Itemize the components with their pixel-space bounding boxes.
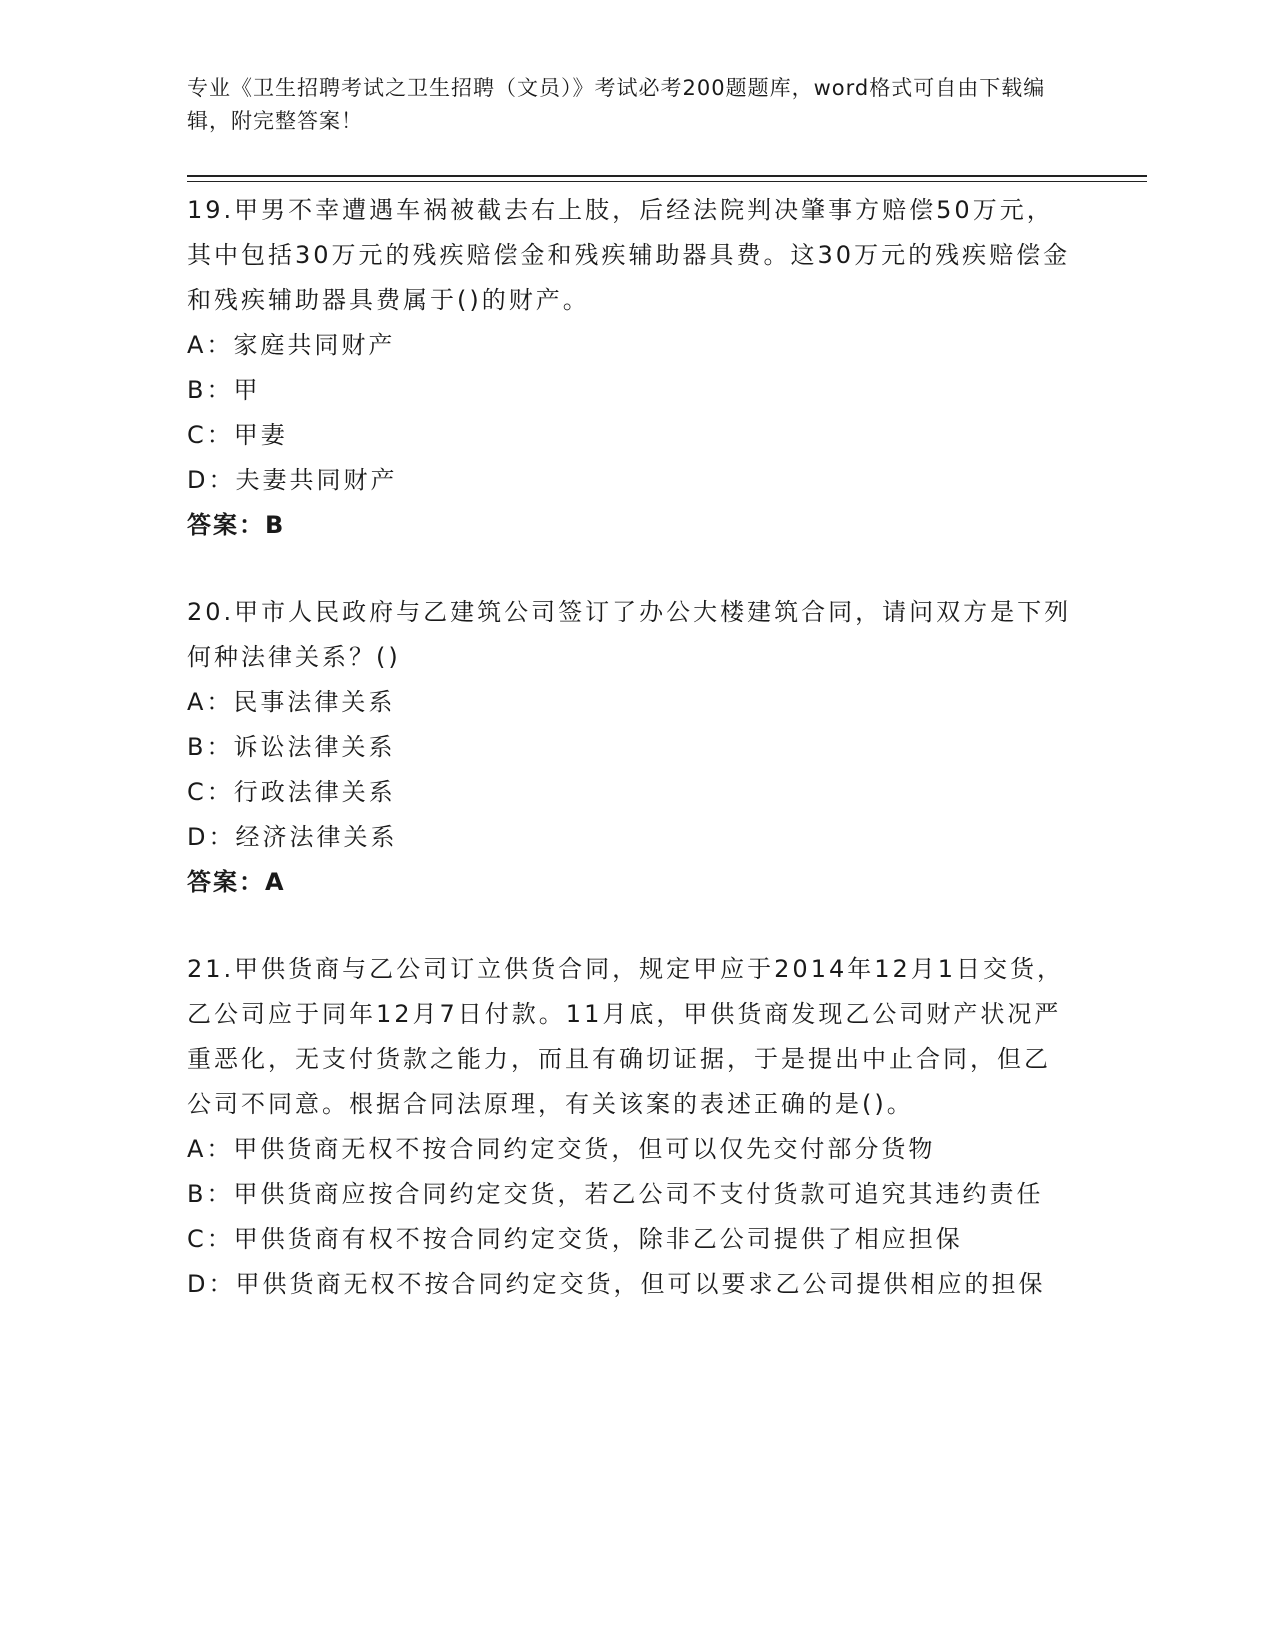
- option-list: [187, 1127, 1077, 1307]
- header-divider-thin: [187, 181, 1147, 182]
- question-text: 19.甲男不幸遭遇车祸被截去右上肢，后经法院判决肇事方赔偿50万元，其中包括30万元的残疾赔偿金和残疾辅助器具费。这30万元的残疾赔偿金和残疾辅助器具费属于()的财产。: [187, 196, 1071, 314]
- answer-text: 答案：B: [187, 511, 286, 539]
- spacer: [187, 548, 1077, 590]
- document-header: 专业《卫生招聘考试之卫生招聘（文员）》考试必考200题题库，word格式可自由下载编辑，附完整答案！: [187, 76, 1046, 133]
- option-d: D：经济法律关系: [187, 823, 398, 851]
- answer-text: 答案：A: [187, 868, 286, 896]
- question-block: [187, 947, 1077, 1307]
- question-list: [187, 188, 1077, 1307]
- option-c: C：行政法律关系: [187, 778, 396, 806]
- header-divider-thick: [187, 175, 1147, 177]
- question-block: [187, 188, 1077, 548]
- option-list: [187, 323, 1077, 503]
- option-c: C：甲供货商有权不按合同约定交货，除非乙公司提供了相应担保: [187, 1225, 963, 1253]
- question-text: 21.甲供货商与乙公司订立供货合同，规定甲应于2014年12月1日交货，乙公司应于同年12月7日付款。11月底，甲供货商发现乙公司财产状况严重恶化，无支付货款之能力，而且有确切证据，于是提出中止合同，但乙公司不同意。根据合同法原理，有关该案的表述正确的是()。: [187, 955, 1065, 1118]
- question-block: [187, 590, 1077, 905]
- option-a: A：民事法律关系: [187, 688, 396, 716]
- option-a: A：家庭共同财产: [187, 331, 396, 359]
- spacer: [187, 905, 1077, 947]
- option-d: D：夫妻共同财产: [187, 466, 398, 494]
- option-a: A：甲供货商无权不按合同约定交货，但可以仅先交付部分货物: [187, 1135, 936, 1163]
- option-b: B：甲供货商应按合同约定交货，若乙公司不支付货款可追究其违约责任: [187, 1180, 1044, 1208]
- option-b: B：甲: [187, 376, 261, 404]
- option-b: B：诉讼法律关系: [187, 733, 396, 761]
- option-d: D：甲供货商无权不按合同约定交货，但可以要求乙公司提供相应的担保: [187, 1270, 1046, 1298]
- option-c: C：甲妻: [187, 421, 288, 449]
- question-text: 20.甲市人民政府与乙建筑公司签订了办公大楼建筑合同，请问双方是下列何种法律关系？(): [187, 598, 1072, 671]
- option-list: [187, 680, 1077, 860]
